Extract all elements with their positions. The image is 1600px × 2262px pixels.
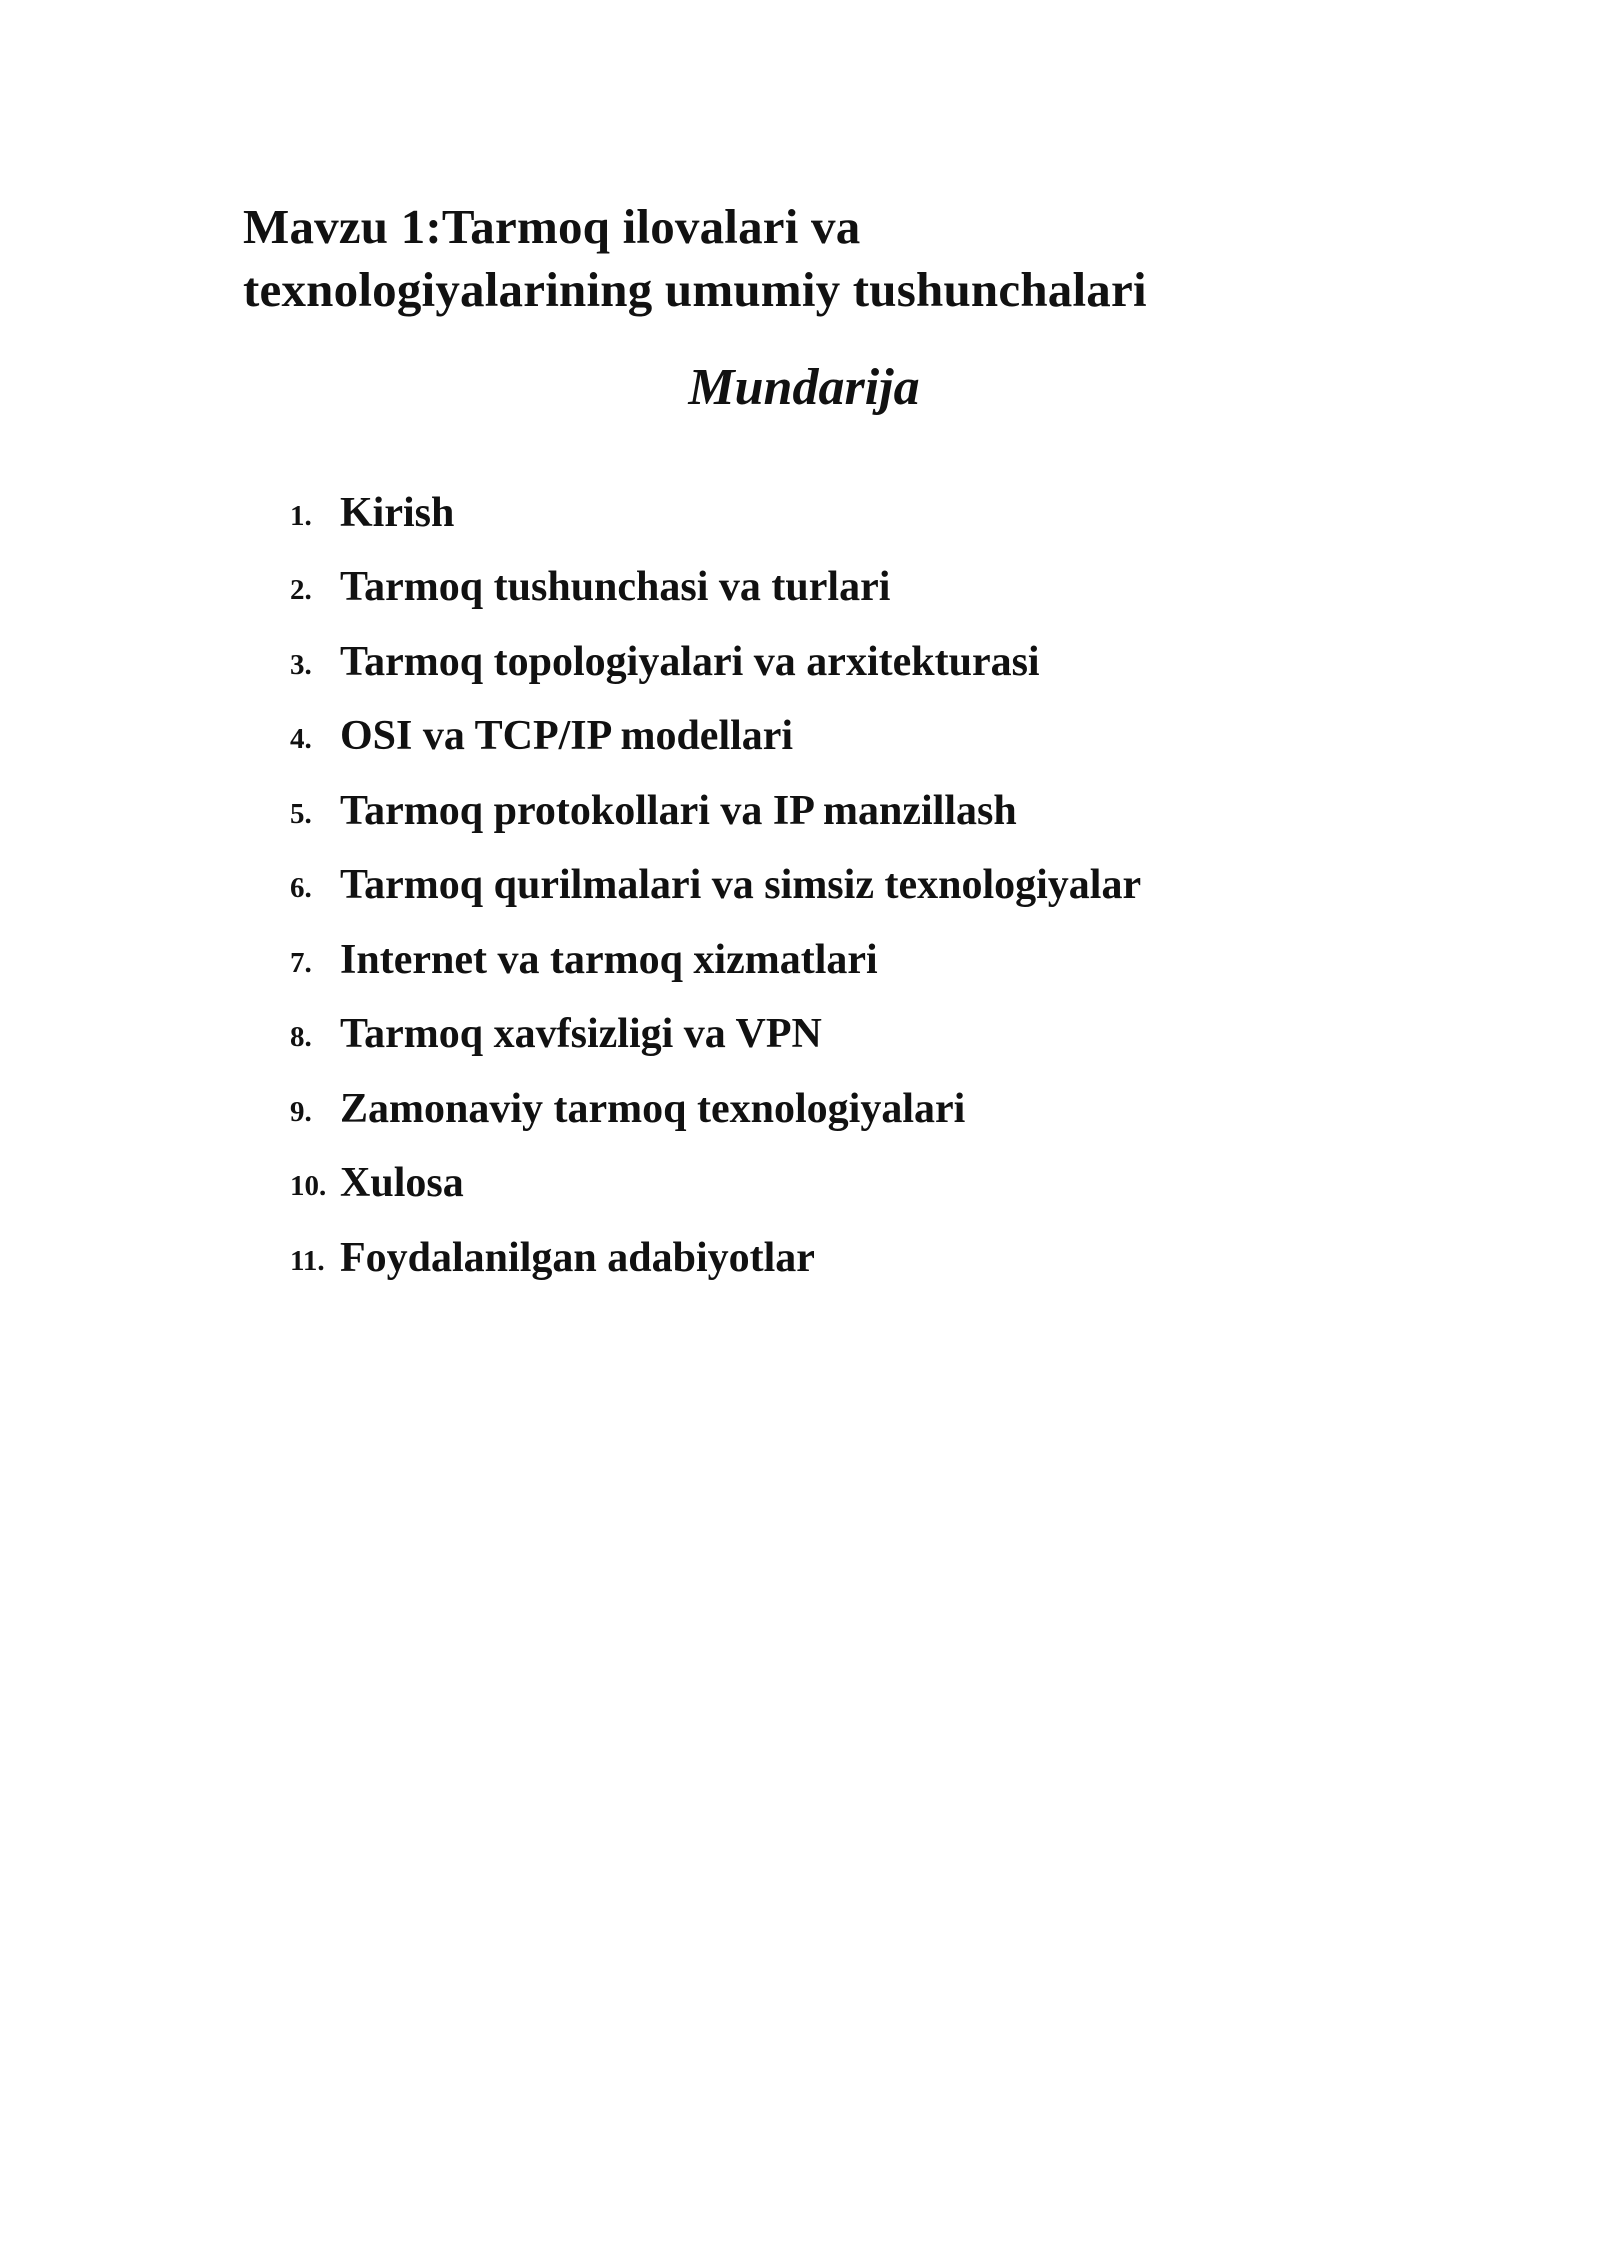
- toc-item: [0, 708, 1500, 768]
- toc-item-label: Tarmoq xavfsizligi va VPN: [340, 1011, 822, 1057]
- toc-item-label: Tarmoq protokollari va IP manzillash: [340, 788, 1017, 834]
- toc-item: [0, 1006, 1500, 1066]
- toc-item-number: 7.: [290, 947, 312, 979]
- toc-item-number: 5.: [290, 798, 312, 830]
- title-line-1: Mavzu 1:Tarmoq ilovalari va: [243, 199, 861, 254]
- toc-item-label: Foydalanilgan adabiyotlar: [340, 1235, 815, 1281]
- toc-item-number: 10.: [290, 1170, 327, 1202]
- toc-item: [0, 857, 1500, 917]
- toc-item-label: Tarmoq topologiyalari va arxitekturasi: [340, 639, 1040, 685]
- toc-item: [0, 1230, 1500, 1290]
- toc-item: [0, 485, 1500, 545]
- toc-item: [0, 1081, 1500, 1141]
- toc-item-number: 4.: [290, 723, 312, 755]
- toc-item-number: 6.: [290, 872, 312, 904]
- toc-heading: [0, 355, 1600, 421]
- toc-item: [0, 559, 1500, 619]
- toc-item: [0, 783, 1500, 843]
- toc-item-number: 9.: [290, 1096, 312, 1128]
- toc-item-number: 2.: [290, 574, 312, 606]
- toc-item-label: Xulosa: [340, 1160, 464, 1206]
- toc-item: [0, 634, 1500, 694]
- title-line-2: texnologiyalarining umumiy tushunchalari: [243, 262, 1147, 317]
- toc-heading-text: Mundarija: [688, 359, 920, 416]
- page-title: [243, 195, 1393, 321]
- toc-item-label: OSI va TCP/IP modellari: [340, 713, 794, 759]
- toc-item: [0, 1155, 1500, 1215]
- toc-item-label: Zamonaviy tarmoq texnologiyalari: [340, 1086, 966, 1132]
- toc-item-label: Tarmoq qurilmalari va simsiz texnologiyalar: [340, 862, 1142, 908]
- toc-item-label: Kirish: [340, 490, 455, 536]
- toc-item-label: Internet va tarmoq xizmatlari: [340, 937, 878, 983]
- toc-item-number: 1.: [290, 500, 312, 532]
- toc-item-number: 11.: [290, 1245, 325, 1277]
- toc-item-number: 8.: [290, 1021, 312, 1053]
- toc-item-label: Tarmoq tushunchasi va turlari: [340, 564, 891, 610]
- toc-item: [0, 932, 1500, 992]
- toc-item-number: 3.: [290, 649, 312, 681]
